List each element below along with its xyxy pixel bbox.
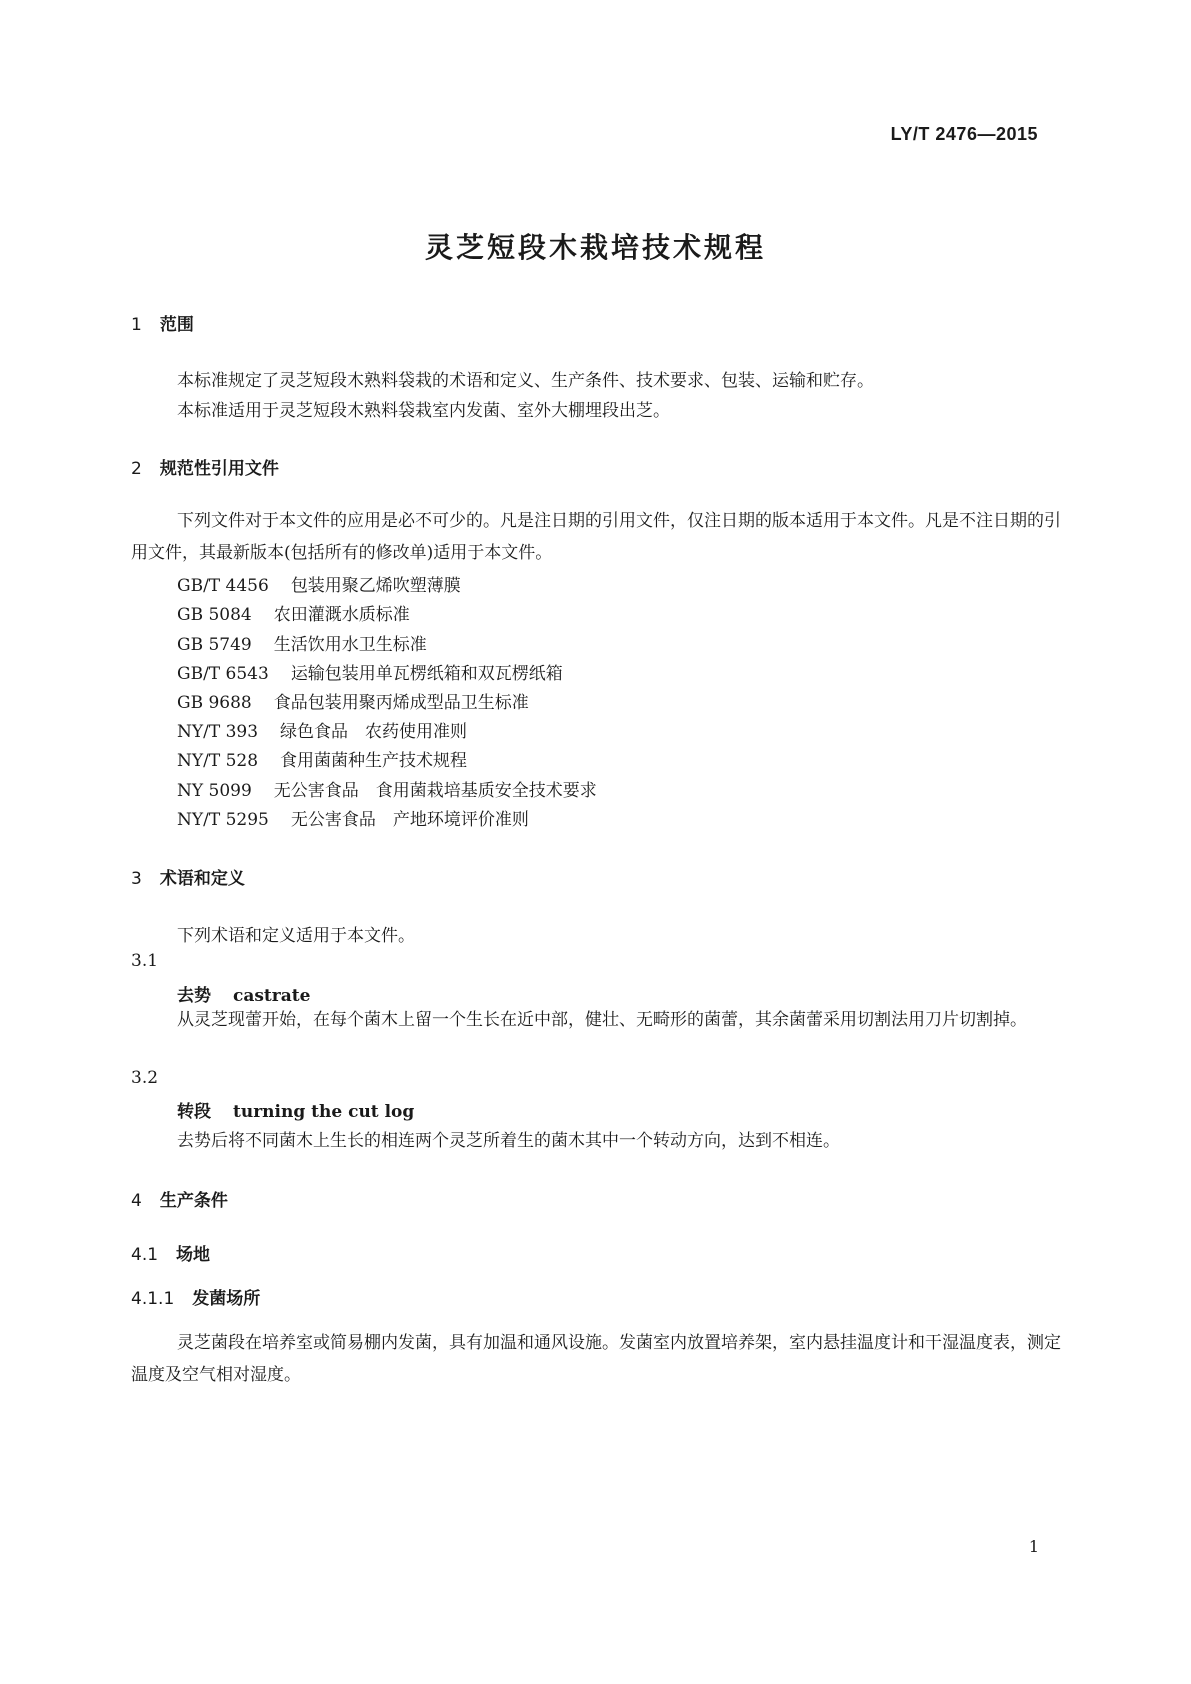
reference-item xyxy=(177,776,597,801)
section-title: 术语和定义 xyxy=(159,869,245,889)
reference-item xyxy=(177,600,410,625)
term-heading xyxy=(177,981,310,1006)
section-title: 发菌场所 xyxy=(192,1289,261,1309)
reference-item xyxy=(177,630,427,655)
term-heading xyxy=(177,1097,414,1122)
section-title: 生产条件 xyxy=(159,1191,228,1211)
term-chinese: 去势 xyxy=(177,986,211,1006)
term-number: 3.1 xyxy=(131,951,159,971)
section-title: 范围 xyxy=(159,315,194,335)
reference-name: 食用菌菌种生产技术规程 xyxy=(280,751,468,771)
reference-item xyxy=(177,717,467,742)
section-number: 1 xyxy=(131,315,142,335)
section-title: 场地 xyxy=(176,1245,211,1265)
section-1-heading xyxy=(131,310,194,335)
section-4-heading xyxy=(131,1186,228,1211)
section-number: 4.1.1 xyxy=(131,1289,175,1309)
reference-code: GB 9688 xyxy=(177,693,252,713)
section-1-paragraph-1: 本标准规定了灵芝短段木熟料袋栽的术语和定义、生产条件、技术要求、包装、运输和贮存。 xyxy=(177,371,874,391)
term-definition: 从灵芝现蕾开始，在每个菌木上留一个生长在近中部，健壮、无畸形的菌蕾，其余菌蕾采用切割法用刀片切割掉。 xyxy=(177,1010,1027,1030)
term-english: castrate xyxy=(233,986,311,1006)
subsection-4-1-1-heading xyxy=(131,1284,260,1309)
section-1-paragraph-2: 本标准适用于灵芝短段木熟料袋栽室内发菌、室外大棚埋段出芝。 xyxy=(177,401,670,421)
section-number: 4.1 xyxy=(131,1245,159,1265)
term-number: 3.2 xyxy=(131,1068,159,1088)
reference-item xyxy=(177,746,467,771)
reference-name: 无公害食品 产地环境评价准则 xyxy=(290,810,529,830)
document-title: 灵芝短段木栽培技术规程 xyxy=(424,231,766,264)
page-number: 1 xyxy=(1028,1537,1039,1556)
section-3-heading xyxy=(131,864,245,889)
reference-name: 运输包装用单瓦楞纸箱和双瓦楞纸箱 xyxy=(290,664,563,684)
reference-name: 包装用聚乙烯吹塑薄膜 xyxy=(290,576,461,596)
reference-code: NY 5099 xyxy=(177,781,252,801)
reference-name: 食品包装用聚丙烯成型品卫生标准 xyxy=(273,693,529,713)
reference-name: 农田灌溉水质标准 xyxy=(273,605,410,625)
section-2-intro: 下列文件对于本文件的应用是必不可少的。凡是注日期的引用文件，仅注日期的版本适用于本文件。凡是不注日期的引用文件，其最新版本(包括所有的修改单)适用于本文件。 xyxy=(131,511,1061,563)
term-chinese: 转段 xyxy=(177,1102,211,1122)
subsection-4-1-heading xyxy=(131,1240,210,1265)
reference-code: GB 5084 xyxy=(177,605,252,625)
reference-code: NY/T 5295 xyxy=(177,810,269,830)
reference-item xyxy=(177,659,563,684)
section-number: 2 xyxy=(131,459,142,479)
reference-code: GB/T 6543 xyxy=(177,664,269,684)
term-definition: 去势后将不同菌木上生长的相连两个灵芝所着生的菌木其中一个转动方向，达到不相连。 xyxy=(177,1131,840,1151)
section-number: 3 xyxy=(131,869,142,889)
section-number: 4 xyxy=(131,1191,142,1211)
reference-name: 生活饮用水卫生标准 xyxy=(273,635,427,655)
term-english: turning the cut log xyxy=(233,1102,415,1122)
reference-code: GB 5749 xyxy=(177,635,252,655)
reference-code: NY/T 528 xyxy=(177,751,259,771)
section-2-heading xyxy=(131,454,279,479)
reference-item xyxy=(177,571,461,596)
reference-item xyxy=(177,805,529,830)
reference-code: GB/T 4456 xyxy=(177,576,269,596)
subsection-4-1-1-paragraph: 灵芝菌段在培养室或简易棚内发菌，具有加温和通风设施。发菌室内放置培养架，室内悬挂温度计和干湿温度表，测定温度及空气相对湿度。 xyxy=(131,1333,1061,1385)
reference-item xyxy=(177,688,529,713)
reference-name: 无公害食品 食用菌栽培基质安全技术要求 xyxy=(273,781,597,801)
section-title: 规范性引用文件 xyxy=(159,459,279,479)
reference-code: NY/T 393 xyxy=(177,722,259,742)
section-3-intro: 下列术语和定义适用于本文件。 xyxy=(177,926,415,946)
standard-code: LY/T 2476—2015 xyxy=(890,124,1038,144)
reference-name: 绿色食品 农药使用准则 xyxy=(280,722,468,742)
